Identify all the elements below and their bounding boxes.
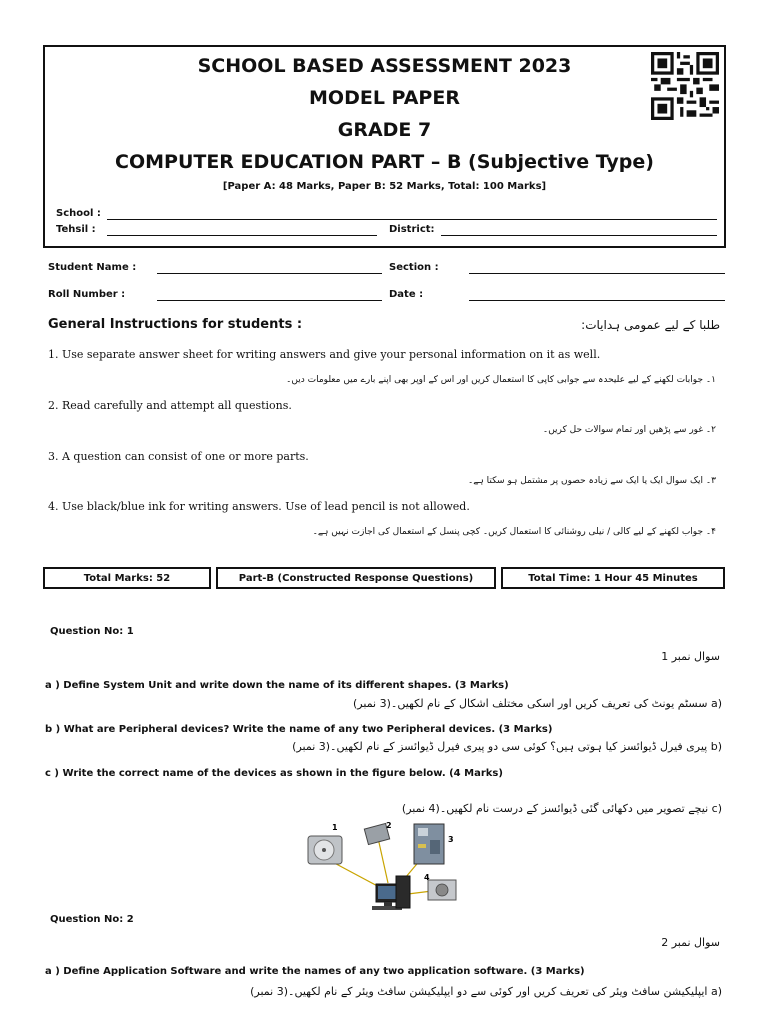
student-name-field[interactable] (157, 273, 382, 274)
question-1b-en: b ) What are Peripheral devices? Write the name of any two Peripheral devices. (3 Marks) (45, 724, 553, 735)
instruction-4-en: 4. Use black/blue ink for writing answers. Use of lead pencil is not allowed. (48, 500, 470, 513)
figure-label-4: 4 (424, 873, 430, 882)
question-1c-en: c ) Write the correct name of the devices as shown in the figure below. (4 Marks) (45, 768, 503, 779)
question-1c-ur: (c نیچے تصویر میں دکھائی گئی ڈیوائسز کے درست نام لکھیں۔(4 نمبر) (401, 802, 722, 815)
marks-bar (43, 567, 725, 589)
question-1a-ur: (a سسٹم یونٹ کی تعریف کریں اور اسکی مختلف اشکال کے نام لکھیں۔(3 نمبر) (353, 697, 722, 710)
grade-title: GRADE 7 (337, 119, 432, 141)
marks-summary: [Paper A: 48 Marks, Paper B: 52 Marks, Total: 100 Marks] (222, 181, 547, 192)
instruction-3-en: 3. A question can consist of one or more parts. (48, 450, 309, 463)
question-1-label-urdu: سوال نمبر 1 (661, 650, 720, 663)
computer-system-icon (372, 876, 410, 910)
school-label: School : (56, 208, 101, 219)
student-name-label: Student Name : (48, 262, 137, 273)
tehsil-field[interactable] (107, 235, 377, 236)
section-label: Section : (389, 262, 439, 273)
part-cell: Part-B (Constructed Response Questions) (216, 567, 496, 589)
qr-code-icon (651, 52, 719, 120)
header-box (43, 45, 726, 248)
instructions-heading-urdu: طلبا کے لیے عمومی ہدایات: (581, 318, 720, 332)
motherboard-icon (414, 824, 444, 864)
total-marks-cell: Total Marks: 52 (43, 567, 211, 589)
devices-figure (300, 818, 470, 914)
instructions-heading: General Instructions for students : (48, 317, 303, 332)
question-2a-en: a ) Define Application Software and write the names of any two application software. (3 Marks) (45, 966, 585, 977)
district-label: District: (389, 224, 435, 235)
school-field[interactable] (107, 219, 717, 220)
figure-label-2: 2 (386, 821, 392, 830)
date-label: Date : (389, 289, 424, 300)
question-1b-ur: (b پیری فیرل ڈیوائسز کیا ہوتی ہیں؟ کوئی سی دو پیری فیرل ڈیوائسز کے نام لکھیں۔(3 نمبر) (292, 740, 722, 753)
roll-number-field[interactable] (157, 300, 382, 301)
hard-disk-icon (308, 836, 342, 864)
question-2-label: Question No: 2 (50, 914, 134, 925)
tehsil-label: Tehsil : (56, 224, 96, 235)
assessment-title: SCHOOL BASED ASSESSMENT 2023 (197, 55, 572, 77)
power-supply-icon (428, 880, 456, 900)
instruction-2-ur: ۲۔ غور سے پڑھیں اور تمام سوالات حل کریں۔ (542, 425, 716, 435)
instruction-3-ur: ۳۔ ایک سوال ایک یا ایک سے زیادہ حصوں پر مشتمل ہو سکتا ہے۔ (467, 476, 716, 486)
instruction-2-en: 2. Read carefully and attempt all questions. (48, 399, 292, 412)
model-paper-title: MODEL PAPER (309, 87, 460, 109)
total-time-cell: Total Time: 1 Hour 45 Minutes (501, 567, 725, 589)
instruction-1-en: 1. Use separate answer sheet for writing answers and give your personal information on it as well. (48, 348, 601, 361)
figure-label-1: 1 (332, 823, 338, 832)
question-2-label-urdu: سوال نمبر 2 (661, 936, 720, 949)
subject-title: COMPUTER EDUCATION PART – B (Subjective Type) (115, 151, 654, 173)
district-field[interactable] (441, 235, 717, 236)
date-field[interactable] (469, 300, 725, 301)
instruction-1-ur: ۱۔ جوابات لکھنے کے لیے علیحدہ سے جوابی کاپی کا استعمال کریں اور اس کے اوپر بھی اپنے بارے میں معلومات دیں۔ (286, 375, 716, 385)
instruction-4-ur: ۴۔ جواب لکھنے کے لیے کالی / نیلی روشنائی کا استعمال کریں۔ کچی پنسل کے استعمال کی اجازت نہیں ہے۔ (312, 527, 716, 537)
question-1a-en: a ) Define System Unit and write down the name of its different shapes. (3 Marks) (45, 680, 509, 691)
question-2a-ur: (a ایپلیکیشن سافٹ ویئر کی تعریف کریں اور کوئی سے دو ایپلیکیشن سافٹ ویئر کے نام لکھیں۔(3 نمبر) (250, 985, 722, 998)
roll-number-label: Roll Number : (48, 289, 126, 300)
figure-label-3: 3 (448, 835, 454, 844)
section-field[interactable] (469, 273, 725, 274)
question-1-label: Question No: 1 (50, 626, 134, 637)
